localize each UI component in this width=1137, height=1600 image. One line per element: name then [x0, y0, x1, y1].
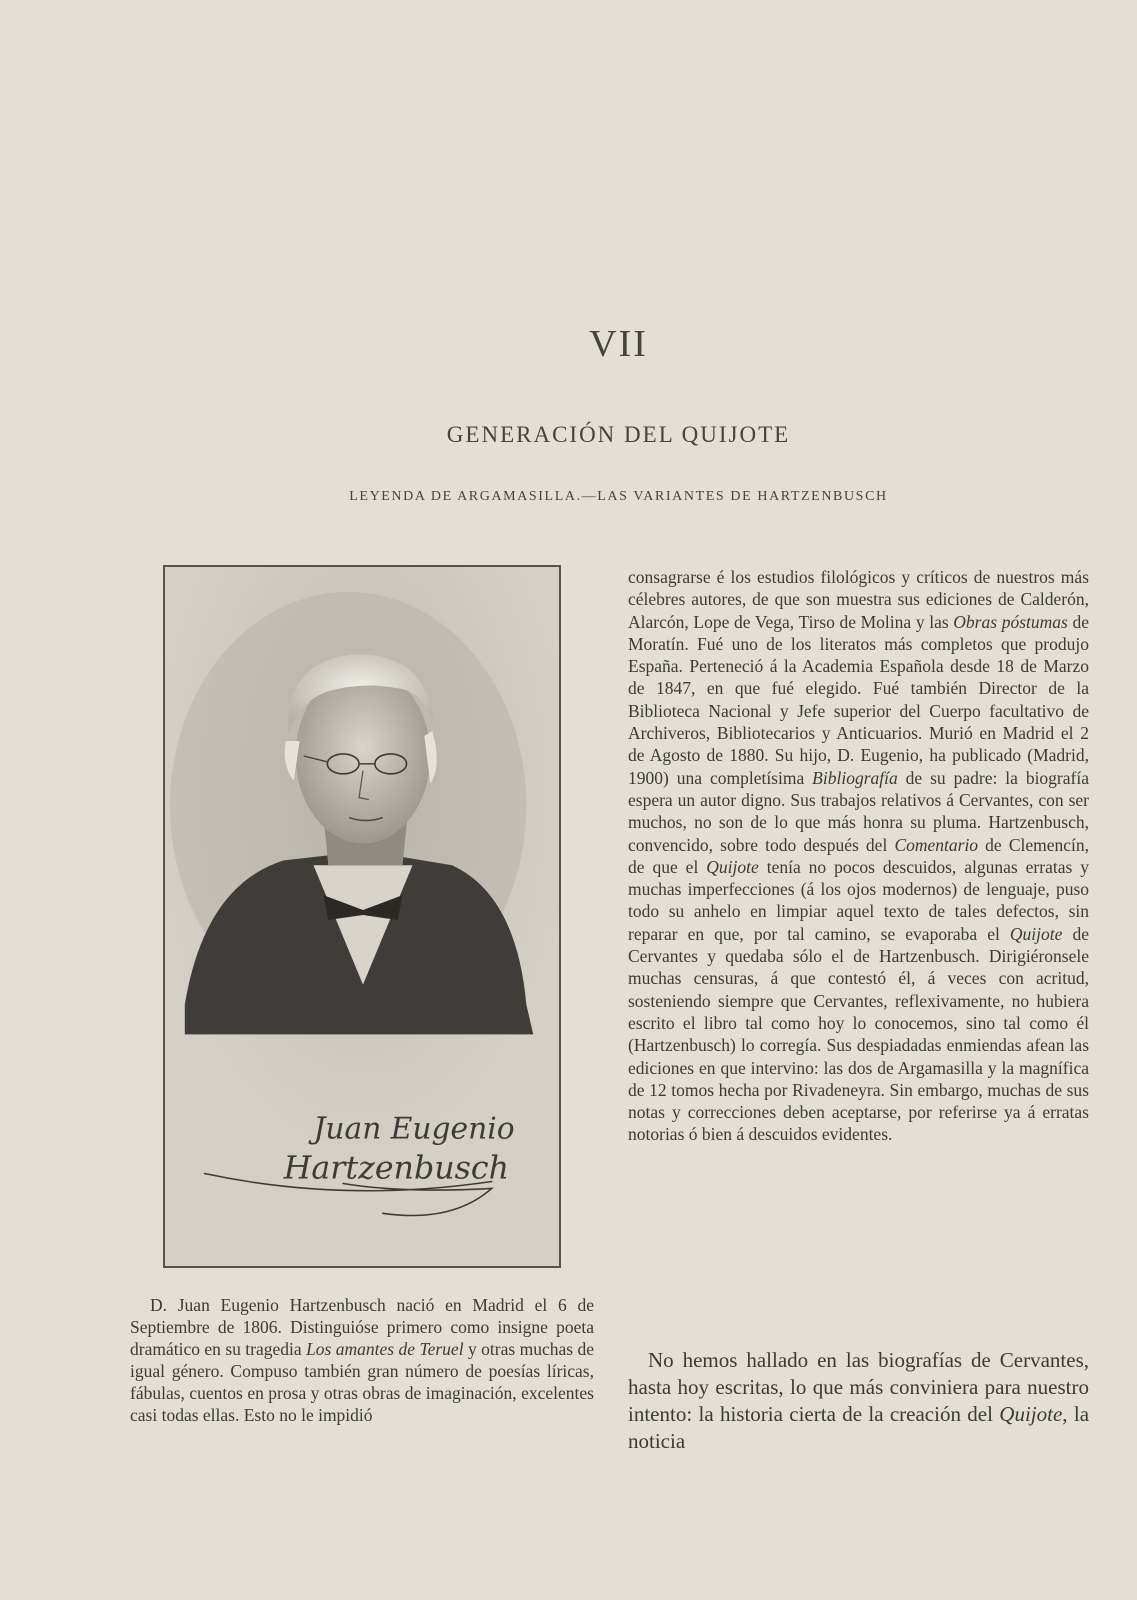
right-column-paragraph [628, 566, 1089, 1146]
chapter-title: GENERACIÓN DEL QUIJOTE [446, 422, 791, 447]
portrait-illustration [165, 567, 559, 1266]
main-text-1: No hemos hallado en las biografías de Cervantes, hasta hoy escritas, lo que más conviniera para nuestro intento: la historia cierta de la creación del [628, 1348, 1089, 1426]
signature-line-1: Juan Eugenio [313, 1111, 515, 1147]
caption-italic-1: Los amantes de Teruel [306, 1339, 464, 1359]
rc-text-1: consagrarse é los estudios filológicos y críticos de nuestros más célebres autores, de que son muestra sus ediciones de Calderón, Alarcón, Lope de Vega, Tirso de Molina y las [628, 567, 1089, 632]
rc-italic-1: Obras póstumas [953, 611, 1068, 632]
portrait-caption [130, 1294, 594, 1426]
chapter-subtitle: LEYENDA DE ARGAMASILLA.—LAS VARIANTES DE HARTZENBUSCH [349, 489, 888, 504]
main-text-2: , la noticia [628, 1402, 1090, 1453]
rc-text-5: tenía no pocos descuidos, algunas erratas y muchas imperfecciones (á los ojos modernos) de lenguaje, puso todo su anhelo en limpiar aquel texto de tales defectos, sin reparar en que, por tal camino, se evaporaba el [628, 856, 1089, 944]
rc-italic-5: Quijote [1009, 923, 1063, 944]
chapter-number: VII [589, 323, 648, 365]
caption-text-1: D. Juan Eugenio Hartzenbusch nació en Madrid el 6 de Septiembre de 1806. Distinguióse primero como insigne poeta dramático en su tragedia [130, 1295, 594, 1359]
main-italic-1: Quijote [999, 1402, 1063, 1426]
caption-paragraph [130, 1294, 594, 1426]
rc-text-6: de Cervantes y quedaba sólo el de Hartzenbusch. Dirigiéronsele muchas censuras, á que contestó él, á veces con acritud, sosteniendo siempre que Cervantes, reflexivamente, no hubiera escrito el libro tal como hoy lo conocemos, sino tal como él (Hartzenbusch) lo corregía. Sus despiadadas enmiendas afean las ediciones en que intervino: las dos de Argamasilla y la magnífica de 12 tomos hecha por Rivadeneyra. Sin embargo, muchas de sus notas y correcciones deben aceptarse, por referirse ya á erratas notorias ó bien á descuidos evidentes. [628, 923, 1089, 1145]
rc-italic-3: Comentario [894, 834, 979, 855]
rc-text-4: de Clemencín, de que el [628, 834, 1090, 877]
caption-text-2: y otras muchas de igual género. Compuso también gran número de poesías líricas, fábulas, cuentos en prosa y otras obras de imaginación, excelentes casi todas ellas. Esto no le impidió [130, 1339, 594, 1425]
rc-text-3: de su padre: la biografía espera un autor digno. Sus trabajos relativos á Cervantes, con ser muchos, no son de lo que más honra su pluma. Hartzenbusch, convencido, sobre todo después del [628, 767, 1089, 855]
main-body-text [628, 1347, 1089, 1455]
rc-italic-4: Quijote [706, 856, 759, 877]
signature-line-2: Hartzenbusch [283, 1150, 510, 1187]
right-column-text [628, 566, 1089, 1146]
rc-italic-2: Bibliografía [812, 767, 898, 788]
main-paragraph [628, 1347, 1089, 1455]
portrait-engraving [163, 565, 561, 1268]
rc-text-2: de Moratín. Fué uno de los literatos más completos que produjo España. Perteneció á la Academia Española desde 18 de Marzo de 1847, en que fué elegido. Fué también Director de la Biblioteca Nacional y Jefe superior del Cuerpo facultativo de Archiveros, Bibliotecarios y Anticuarios. Murió en Madrid el 2 de Agosto de 1880. Su hijo, D. Eugenio, ha publicado (Madrid, 1900) una completísima [628, 611, 1089, 788]
